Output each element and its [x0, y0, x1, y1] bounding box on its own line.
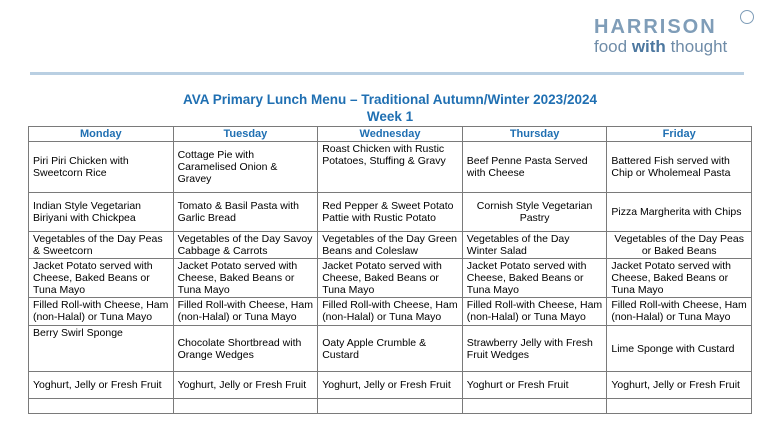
header-divider: [30, 72, 744, 75]
menu-cell: Vegetables of the Day Green Beans and Coleslaw: [318, 232, 463, 259]
menu-cell: Red Pepper & Sweet Potato Pattie with Rustic Potato: [318, 193, 463, 232]
menu-cell: Lime Sponge with Custard: [607, 326, 752, 372]
day-header-friday: Friday: [607, 127, 752, 142]
menu-cell: Filled Roll-with Cheese, Ham (non-Halal) or Tuna Mayo: [318, 298, 463, 326]
menu-cell: Beef Penne Pasta Served with Cheese: [462, 142, 607, 193]
menu-cell: Vegetables of the Day Winter Salad: [462, 232, 607, 259]
jacket-potato-row: [29, 259, 752, 298]
day-header-tuesday: Tuesday: [173, 127, 318, 142]
logo-tag-prefix: food: [594, 37, 628, 56]
menu-cell: Jacket Potato served with Cheese, Baked Beans or Tuna Mayo: [29, 259, 174, 298]
logo-tag-suffix: thought: [670, 37, 728, 56]
menu-cell: Vegetables of the Day Peas & Sweetcorn: [29, 232, 174, 259]
menu-cell: [318, 399, 463, 414]
menu-cell: Strawberry Jelly with Fresh Fruit Wedges: [462, 326, 607, 372]
menu-cell: Filled Roll-with Cheese, Ham (non-Halal) or Tuna Mayo: [29, 298, 174, 326]
logo-badge-icon: [740, 10, 754, 24]
menu-cell: Yoghurt, Jelly or Fresh Fruit: [173, 372, 318, 399]
day-header-wednesday: Wednesday: [318, 127, 463, 142]
menu-cell: Berry Swirl Sponge: [29, 326, 174, 372]
menu-title: AVA Primary Lunch Menu – Traditional Autumn/Winter 2023/2024: [183, 92, 597, 107]
menu-cell: [462, 399, 607, 414]
menu-cell: Oaty Apple Crumble & Custard: [318, 326, 463, 372]
menu-cell: Roast Chicken with Rustic Potatoes, Stuffing & Gravy: [318, 142, 463, 193]
empty-row: [29, 399, 752, 414]
menu-cell: Yoghurt or Fresh Fruit: [462, 372, 607, 399]
menu-cell: Chocolate Shortbread with Orange Wedges: [173, 326, 318, 372]
main-dish-row: [29, 142, 752, 193]
vegetarian-dish-row: [29, 193, 752, 232]
menu-cell: Vegetables of the Day Savoy Cabbage & Carrots: [173, 232, 318, 259]
day-header-monday: Monday: [29, 127, 174, 142]
day-header-thursday: Thursday: [462, 127, 607, 142]
menu-cell: Indian Style Vegetarian Biriyani with Chickpea: [29, 193, 174, 232]
menu-cell: Jacket Potato served with Cheese, Baked Beans or Tuna Mayo: [462, 259, 607, 298]
menu-week: Week 1: [366, 109, 414, 124]
menu-cell: Tomato & Basil Pasta with Garlic Bread: [173, 193, 318, 232]
dessert-row: [29, 326, 752, 372]
day-header-row: [29, 127, 752, 142]
menu-cell: [173, 399, 318, 414]
menu-cell: Jacket Potato served with Cheese, Baked Beans or Tuna Mayo: [607, 259, 752, 298]
menu-cell: Jacket Potato served with Cheese, Baked Beans or Tuna Mayo: [318, 259, 463, 298]
lunch-menu-table: [28, 126, 752, 414]
filled-roll-row: [29, 298, 752, 326]
menu-cell: Yoghurt, Jelly or Fresh Fruit: [607, 372, 752, 399]
vegetables-row: [29, 232, 752, 259]
logo-tagline: [594, 38, 744, 56]
menu-cell: [607, 399, 752, 414]
menu-cell: Yoghurt, Jelly or Fresh Fruit: [318, 372, 463, 399]
menu-cell: [29, 399, 174, 414]
menu-cell: Piri Piri Chicken with Sweetcorn Rice: [29, 142, 174, 193]
menu-cell: Filled Roll-with Cheese, Ham (non-Halal) or Tuna Mayo: [173, 298, 318, 326]
menu-cell: Filled Roll-with Cheese, Ham (non-Halal) or Tuna Mayo: [607, 298, 752, 326]
harrison-logo: [594, 16, 744, 56]
menu-cell: Cornish Style Vegetarian Pastry: [462, 193, 607, 232]
logo-tag-bold: with: [631, 37, 666, 56]
menu-cell: Jacket Potato served with Cheese, Baked Beans or Tuna Mayo: [173, 259, 318, 298]
menu-cell: Yoghurt, Jelly or Fresh Fruit: [29, 372, 174, 399]
menu-cell: Pizza Margherita with Chips: [607, 193, 752, 232]
menu-cell: Battered Fish served with Chip or Wholemeal Pasta: [607, 142, 752, 193]
menu-cell: Vegetables of the Day Peas or Baked Beans: [607, 232, 752, 259]
menu-cell: Cottage Pie with Caramelised Onion & Gravey: [173, 142, 318, 193]
logo-brand: HARRISON: [594, 16, 717, 38]
yoghurt-row: [29, 372, 752, 399]
menu-cell: Filled Roll-with Cheese, Ham (non-Halal) or Tuna Mayo: [462, 298, 607, 326]
